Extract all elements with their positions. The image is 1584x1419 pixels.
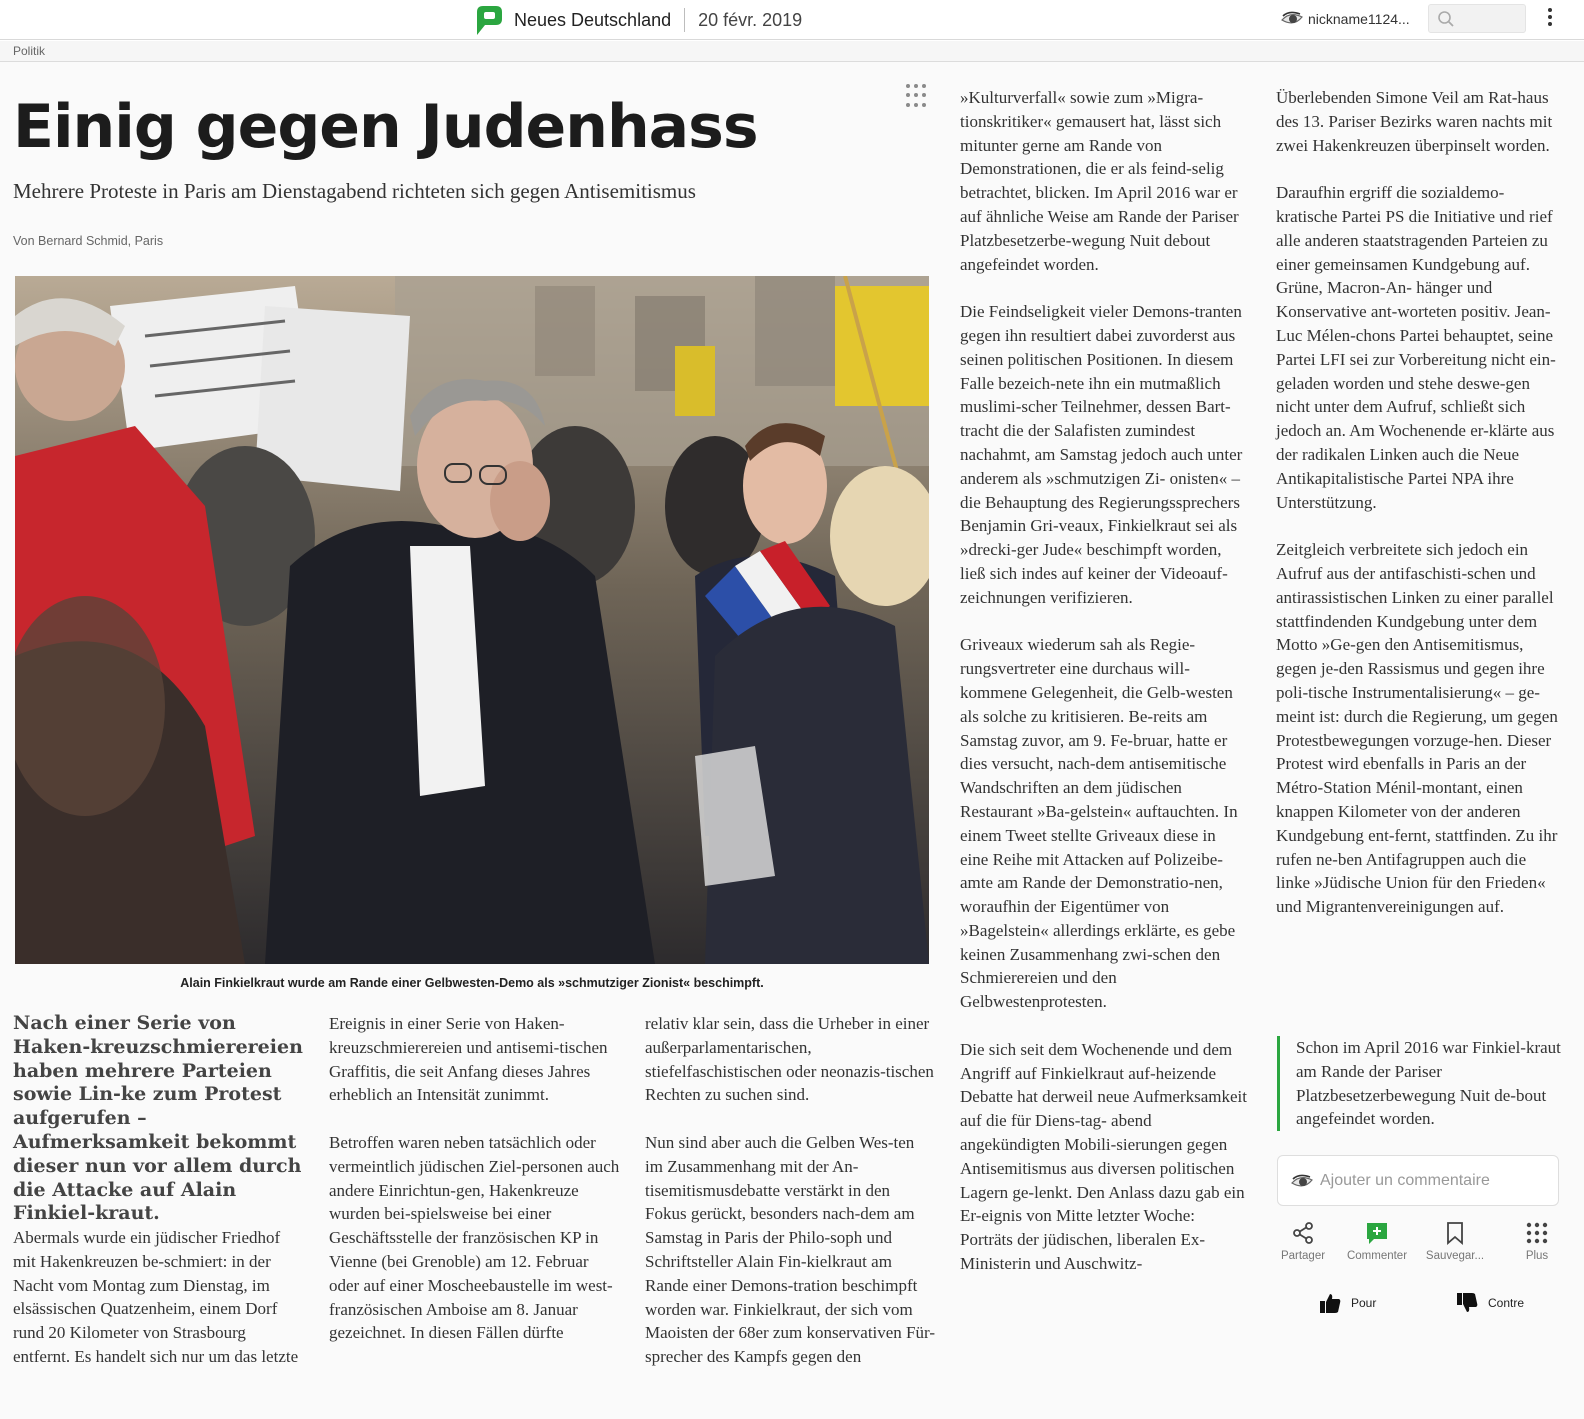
column-2 xyxy=(329,1012,621,1345)
thumbs-up-icon xyxy=(1319,1292,1341,1314)
comment-box[interactable] xyxy=(1277,1155,1559,1206)
publication-header[interactable] xyxy=(474,3,802,37)
paragraph: Die sich seit dem Wochenende und dem Angriff auf Finkielkraut auf-heizende Debatte hat derweil neue Aufmerksamkeit auf die für Diens-tag- abend angekündigten Mobili-sierungen gegen Antisemitismus aus diversen politischen Lagern ge-lenkt. Den Anlass dazu gab ein Er-eignis von Mitte letzter Woche: Porträts der jüdischen, liberalen Ex-Ministerin und Auschwitz- xyxy=(960,1039,1247,1274)
header-divider xyxy=(684,8,685,32)
article-lead: Nach einer Serie von Haken-kreuzschmierereien haben mehrere Parteien sowie Lin-ke zum Protest aufgerufen – Aufmerksamkeit bekommt dieser nun vor allem durch die Attacke auf Alain Finkiel-kraut. xyxy=(13,1012,303,1225)
paragraph: Betroffen waren neben tatsächlich oder vermeintlich jüdischen Ziel-personen auch andere Einrichtun-gen, Hakenkreuze wurden bei-spielsweise bei einer Geschäftsstelle der französischen KP in Vienne (bei Grenoble) am 12. Februar oder auf einer Moscheebaustelle im west-französischen Amboise am 8. Januar gezeichnet. In diesen Fällen dürfte xyxy=(329,1132,620,1343)
paragraph: Überlebenden Simone Veil am Rat-haus des 13. Pariser Bezirks waren nachts mit zwei Hakenkreuzen überpinselt worden. xyxy=(1276,88,1553,155)
save-label: Sauvegar... xyxy=(1425,1250,1485,1262)
add-comment-icon xyxy=(1365,1221,1389,1245)
section-bar xyxy=(0,41,1584,62)
publication-name[interactable]: Neues Deutschland xyxy=(514,9,672,30)
pull-quote: Schon im April 2016 war Finkiel-kraut am Rande der Pariser Platzbesetzerbewegung Nuit de-bout angefeindet worden. xyxy=(1277,1036,1565,1131)
vote-for-button[interactable] xyxy=(1319,1290,1376,1316)
section-label[interactable]: Politik xyxy=(13,44,46,58)
vote-against-label: Contre xyxy=(1488,1296,1525,1310)
share-icon xyxy=(1292,1222,1314,1244)
kebab-menu-icon[interactable] xyxy=(1544,8,1556,32)
paragraph: relativ klar sein, dass die Urheber in einer außerparlamentarischen, stiefelfaschistischen oder neonazis-tischen Rechten zu suchen sind. xyxy=(645,1014,934,1105)
share-button[interactable] xyxy=(1267,1220,1339,1262)
paragraph: Ereignis in einer Serie von Haken-kreuzschmierereien und antisemi-tischen Graffitis, die seit Anfang dieses Jahres erheblich an Intensität zunimmt. xyxy=(329,1014,608,1105)
eye-avatar-icon xyxy=(1280,9,1304,29)
paragraph: »Kulturverfall« sowie zum »Migra-tionskritiker« gemausert hat, lässt sich mitunter gerne am Rande von Demonstrationen, die er als feind-selig betrachtet, blicken. Im April 2016 war er auf ähnliche Weise am Rande der Pariser Platzbesetzerbe-wegung Nuit debout angefeindet worden. xyxy=(960,88,1239,274)
paragraph: Abermals wurde ein jüdischer Friedhof mit Hakenkreuzen be-schmiert: in der Nacht vom Montag zum Dienstag, im elsässischen Quatzenheim, einem Dorf rund 20 Kilometer von Strasbourg entfernt. Es handelt sich nur um das letzte xyxy=(13,1228,299,1366)
article-title: Einig gegen Judenhass xyxy=(13,92,758,162)
paragraph: Nun sind aber auch die Gelben Wes-ten im Zusammenhang mit der An-tisemitismusdebatte verstärkt in den Fokus gerückt, besonders nach-dem am Samstag in Paris der Philo-soph und Schriftsteller Alain Fin-kielkraut am Rande einer Demons-tration beschimpft worden war. Finkielkraut, der sich vom Maoisten der 68er zum konservativen Für-sprecher des Kampfs gegen den xyxy=(645,1132,935,1367)
article-photo-illustration xyxy=(15,276,929,964)
article-photo[interactable] xyxy=(15,276,929,964)
paragraph: Die Feindseligkeit vieler Demons-tranten gegen ihn resultiert dabei zuvorderst aus seinen politischen Positionen. In diesem Falle bezeich-nete ihn ein mutmaßlich muslimi-scher Teilnehmer, dessen Bart-tracht die der Salafisten zumindest nachahmt, am Samstag jedoch auch unter anderem als »schmutzigen Zi- onisten« – die Behauptung des Regierungssprechers Benjamin Gri-veaux, Finkielkraut sei als »drecki-ger Jude« beschimpft worden, ließ sich indes auf keiner der Videoauf-zeichnungen verifizieren. xyxy=(960,302,1243,607)
share-label: Partager xyxy=(1280,1250,1326,1262)
more-button[interactable] xyxy=(1501,1220,1573,1262)
search-icon xyxy=(1437,10,1455,28)
save-button[interactable] xyxy=(1419,1220,1491,1262)
image-caption: Alain Finkielkraut wurde am Rande einer Gelbwesten-Demo als »schmutziger Zionist« beschimpft. xyxy=(180,976,764,990)
column-5 xyxy=(1276,86,1564,919)
column-3 xyxy=(645,1012,935,1369)
thumbs-down-icon xyxy=(1456,1292,1478,1314)
comment-label: Commenter xyxy=(1346,1250,1408,1262)
top-bar xyxy=(0,0,1584,40)
article-byline: Von Bernard Schmid, Paris xyxy=(13,234,164,248)
more-label: Plus xyxy=(1525,1250,1549,1262)
eye-avatar-icon xyxy=(1290,1172,1314,1192)
article-subtitle: Mehrere Proteste in Paris am Dienstagabend richteten sich gegen Antisemitismus xyxy=(13,179,696,203)
comment-input[interactable] xyxy=(1320,1168,1550,1194)
username[interactable]: nickname1124... xyxy=(1308,11,1410,27)
paragraph: Daraufhin ergriff die sozialdemo-kratische Partei PS die Initiative und rief alle anderen staatstragenden Parteien zu einer gemeinsamen Kundgebung auf. Grüne, Macron-An- hänger und Konservative ant-worteten positiv. Jean-Luc Mélen-chons Partei behauptet, seine Partei LFI sei zur Vorbereitung nicht ein-geladen worden und stehe deswe-gen nicht unter dem Aufruf, schließt sich jedoch an. Am Wochenende er-klärte aus der radikalen Linken auch die Neue Antikapitalistische Partei NPA ihre Unterstützung. xyxy=(1276,183,1556,512)
user-account[interactable] xyxy=(1280,8,1410,30)
bookmark-icon xyxy=(1446,1221,1464,1245)
paragraph: Zeitgleich verbreitete sich jedoch ein Aufruf aus der antifaschisti-schen und antirassistischen Linken zu einer parallel stattfindenden Kundgebung unter dem Motto »Ge-gen den Antisemitismus, gegen je-den Rassismus und gegen ihre poli-tische Instrumentalisierung« – ge-meint ist: durch die Regierung, um gegen Protestbewegungen vorzuge-hen. Dieser Protest wird ebenfalls in Paris an der Métro-Station Ménil-montant, einen knappen Kilometer von der anderen Kundgebung ent-fernt, stattfinden. Zu ihr rufen ne-ben Antifagruppen auch die linke »Jüdische Union für den Frieden« und Migrantenvereinigungen auf. xyxy=(1276,540,1558,917)
pressreader-logo xyxy=(474,3,504,37)
search-field[interactable] xyxy=(1428,4,1526,33)
more-dots-icon xyxy=(1526,1222,1548,1244)
column-4 xyxy=(960,86,1248,1276)
issue-date[interactable]: 20 févr. 2019 xyxy=(698,9,803,30)
vote-for-label: Pour xyxy=(1351,1296,1377,1310)
vote-against-button[interactable] xyxy=(1456,1290,1524,1316)
action-bar xyxy=(1277,1220,1567,1268)
grid-dots-icon[interactable] xyxy=(906,84,930,108)
column-1 xyxy=(13,1226,303,1369)
comment-button[interactable] xyxy=(1341,1220,1413,1262)
paragraph: Griveaux wiederum sah als Regie-rungsvertreter eine durchaus will-kommene Gelegenheit, die Gelb-westen als solche zu kritisieren. Be-reits am Samstag zuvor, am 9. Fe-bruar, hatte er dies versucht, nach-dem antisemitische Wandschriften an dem jüdischen Restaurant »Ba-gelstein« auftauchten. In einem Tweet stellte Griveaux diese in eine Reihe mit Attacken auf Polizeibe-amte am Rande der Demonstratio-nen, woraufhin der Eigentümer von »Bagelstein« allerdings erklärte, es gebe keinen Zusammenhang zwi-schen den Schmierereien und den Gelbwestenprotesten. xyxy=(960,635,1238,1012)
